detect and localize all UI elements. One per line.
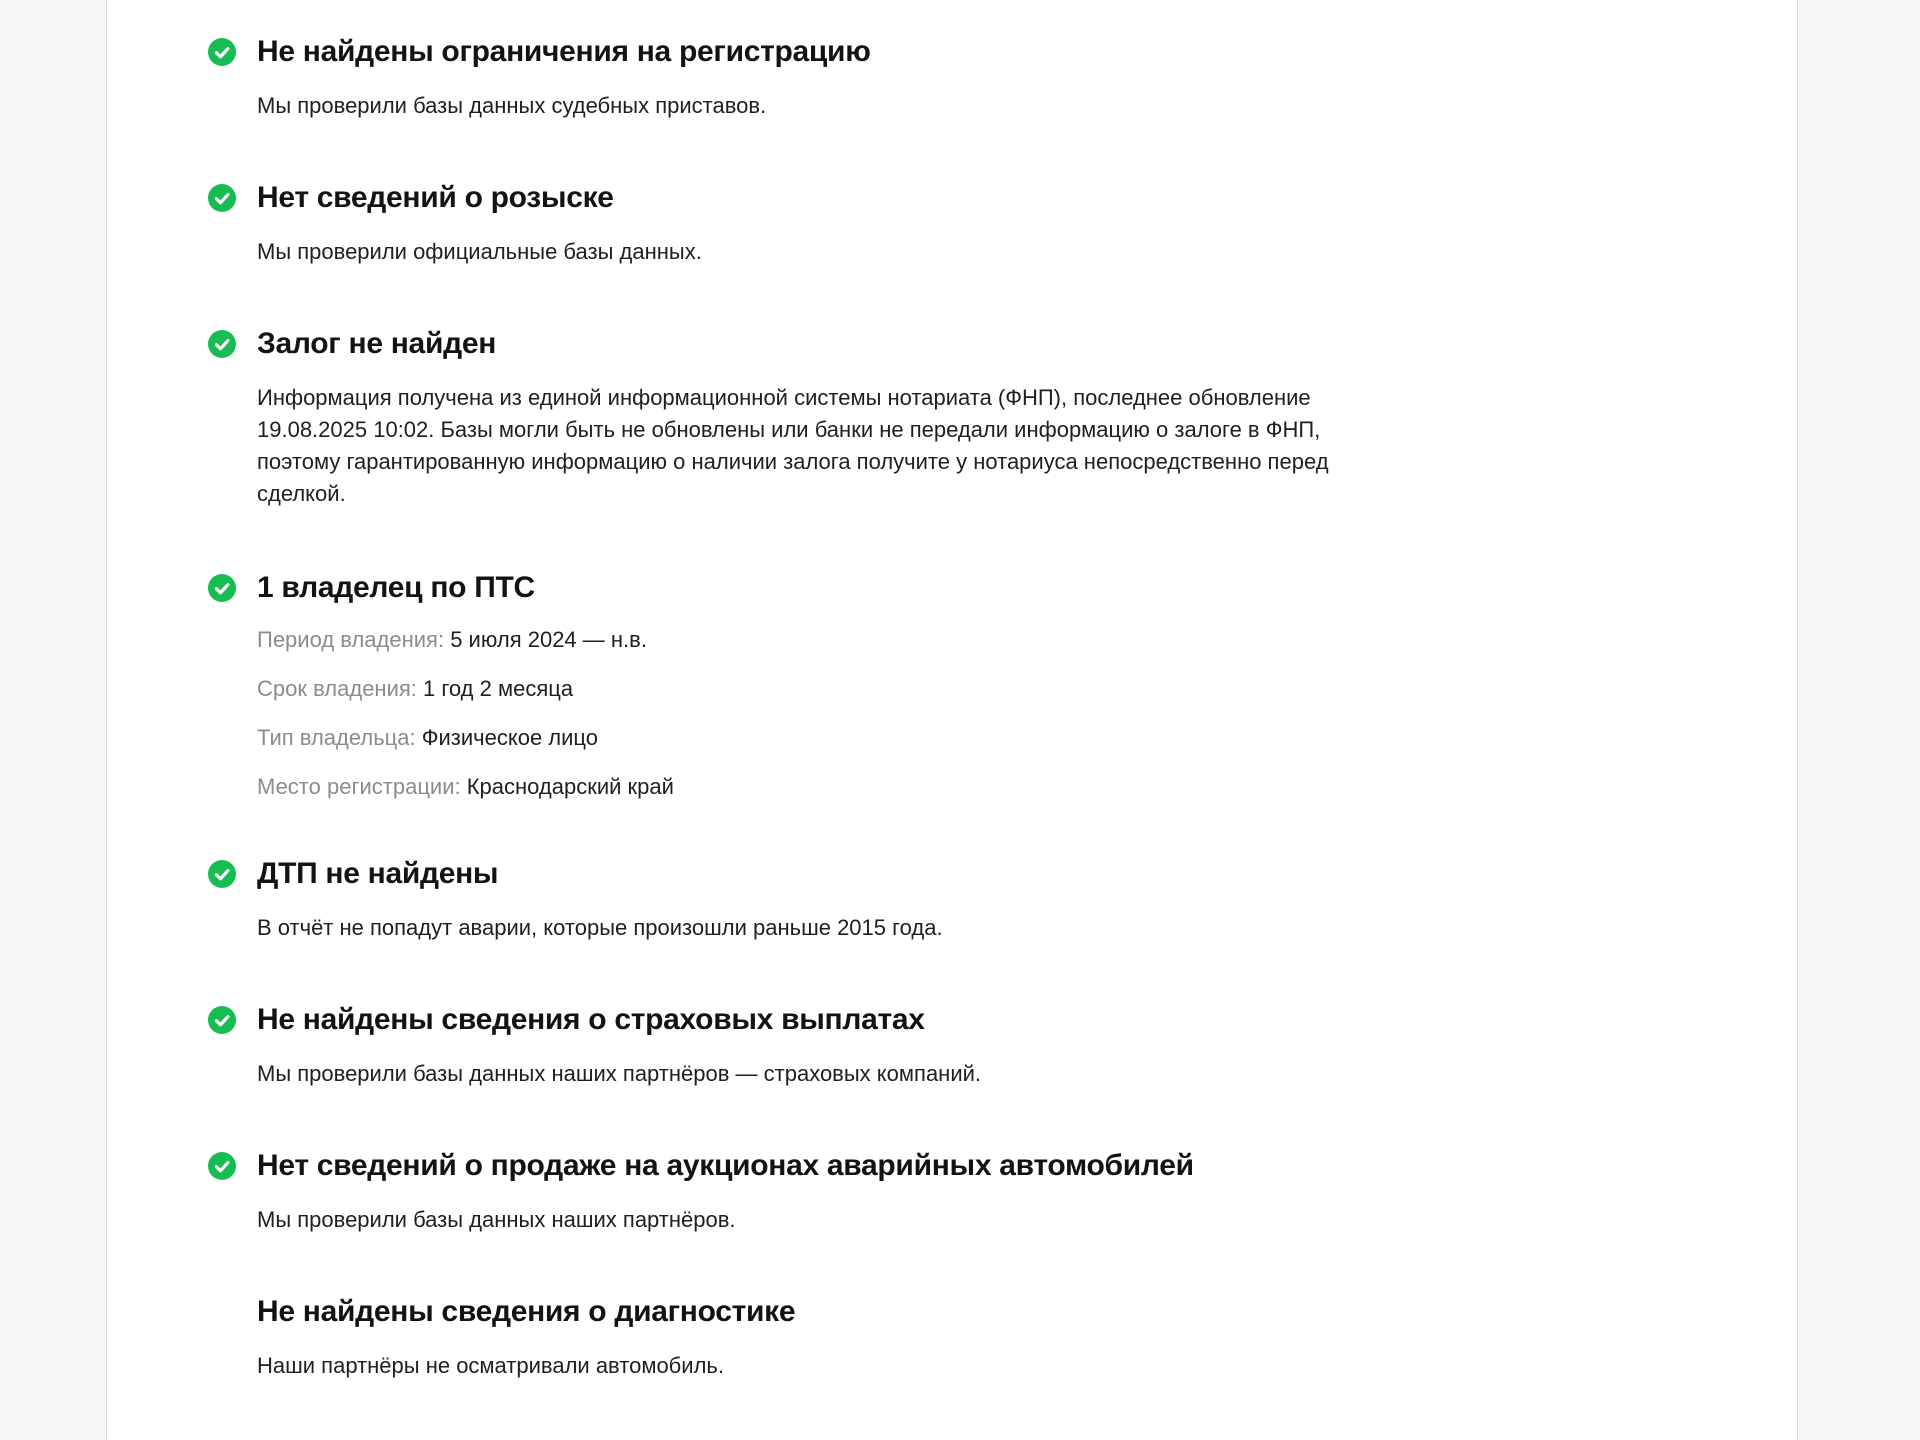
section-description: Мы проверили базы данных наших партнёров — страховых компаний. [257,1061,982,1086]
detail-value: Краснодарский край [466,774,674,799]
report-section [208,854,1687,1000]
check-circle-icon [208,184,236,212]
check-circle-icon [208,1152,236,1180]
section-body [257,568,1687,854]
section-status-cell [208,1000,257,1040]
detail-value: 1 год 2 месяца [423,676,574,701]
section-body [257,1146,1687,1292]
section-body [257,1292,1687,1438]
owner-details [257,626,1687,800]
section-body [257,854,1687,1000]
section-status-cell [208,178,257,218]
check-circle-icon [208,330,236,358]
section-title: 1 владелец по ПТС [257,571,535,604]
detail-label: Тип владельца: [257,725,416,750]
section-description: Мы проверили базы данных наших партнёров. [257,1207,736,1232]
report-section [208,32,1687,178]
section-title: Нет сведений о продаже на аукционах аварийных автомобилей [257,1149,1194,1182]
section-body [257,32,1687,178]
section-description: Информация получена из единой информационной системы нотариата (ФНП), последнее обновление 19.08.2025 10:02. Базы могли быть не обновлены или банки не передали информацию о залоге в ФНП, поэтому гарантированную информацию о наличии залога получите у нотариуса непосредственно перед сделкой. [257,385,1329,506]
section-description: Наши партнёры не осматривали автомобиль. [257,1353,724,1378]
detail-label: Срок владения: [257,676,417,701]
detail-value: 5 июля 2024 — н.в. [450,627,647,652]
check-circle-icon [208,574,236,602]
detail-label: Место регистрации: [257,774,461,799]
section-title: Залог не найден [257,327,497,360]
report-section [208,324,1687,568]
detail-value: Физическое лицо [421,725,599,750]
section-status-cell [208,324,257,364]
section-title: Не найдены сведения о страховых выплатах [257,1003,925,1036]
detail-row [257,773,1687,800]
section-body [257,1000,1687,1146]
section-status-cell [208,1146,257,1186]
report-section [208,1292,1687,1438]
detail-label: Период владения: [257,627,445,652]
section-body [257,324,1687,568]
section-status-cell [208,32,257,72]
section-title: Не найдены ограничения на регистрацию [257,35,871,68]
section-title: Не найдены сведения о диагностике [257,1295,796,1328]
detail-row [257,724,1687,751]
section-status-cell [208,854,257,894]
report-section [208,178,1687,324]
detail-row [257,626,1687,653]
report-panel [106,0,1798,1440]
section-status-cell [208,568,257,608]
report-section-list [107,0,1797,1440]
section-title: ДТП не найдены [257,857,499,890]
section-description: В отчёт не попадут аварии, которые произошли раньше 2015 года. [257,915,943,940]
report-section [208,1000,1687,1146]
check-circle-icon [208,38,236,66]
section-description: Мы проверили официальные базы данных. [257,239,702,264]
section-body [257,178,1687,324]
section-description: Мы проверили базы данных судебных приставов. [257,93,767,118]
section-status-cell [208,1292,257,1332]
check-circle-icon [208,860,236,888]
detail-row [257,675,1687,702]
report-section [208,568,1687,854]
report-section [208,1146,1687,1292]
check-circle-icon [208,1006,236,1034]
section-title: Нет сведений о розыске [257,181,614,214]
